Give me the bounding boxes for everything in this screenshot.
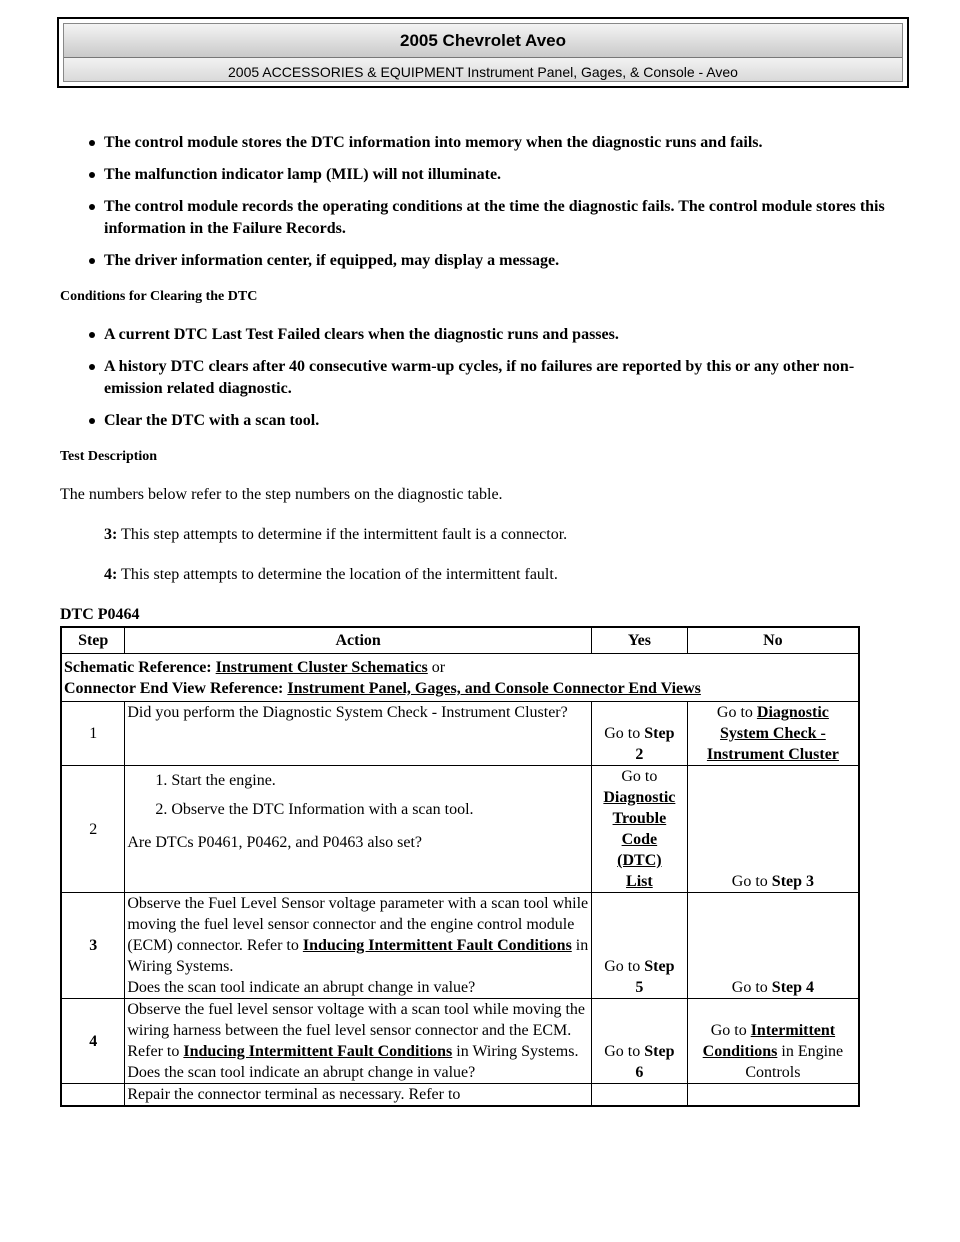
step-question: Does the scan tool indicate an abrupt change in value?: [127, 1064, 476, 1081]
no-cell: [687, 766, 859, 893]
clear-conditions-list: [60, 324, 900, 432]
yes-step-link[interactable]: Step: [644, 958, 675, 975]
step-note-3: [104, 524, 900, 546]
step-number: 2: [61, 766, 125, 893]
step-number: 4: [61, 999, 125, 1084]
yes-cell: [591, 1084, 687, 1107]
note-text: This step attempts to determine if the intermittent fault is a connector.: [117, 526, 568, 543]
schematics-link[interactable]: Instrument Cluster Schematics: [215, 659, 428, 676]
list-item: A current DTC Last Test Failed clears when the diagnostic runs and passes.: [104, 324, 900, 346]
table-row: [61, 893, 859, 999]
no-text: Go to: [710, 1022, 751, 1039]
col-header-action: Action: [125, 627, 592, 654]
note-num: 4:: [104, 566, 118, 583]
step-action: Repair the connector terminal as necessary. Refer to: [125, 1084, 592, 1107]
dtc-list-link[interactable]: Trouble: [612, 810, 667, 827]
yes-cell: [591, 893, 687, 999]
no-text: Go to: [731, 979, 772, 996]
action-steps: [127, 770, 589, 820]
yes-text: Go to: [621, 768, 658, 785]
dtc-list-link[interactable]: Diagnostic: [603, 789, 676, 806]
step-question: Does the scan tool indicate an abrupt change in value?: [127, 979, 476, 996]
yes-step-number[interactable]: 6: [635, 1064, 644, 1081]
list-item: 2. Observe the DTC Information with a scan tool.: [171, 799, 589, 820]
header-title: 2005 Chevrolet Aveo: [64, 24, 902, 58]
list-item: The malfunction indicator lamp (MIL) will not illuminate.: [104, 164, 900, 186]
connector-views-link[interactable]: Instrument Panel, Gages, and Console Connector End Views: [287, 680, 701, 697]
list-item: 1. Start the engine.: [171, 770, 589, 791]
action-text: in Wiring Systems.: [452, 1043, 579, 1060]
list-item: A history DTC clears after 40 consecutive warm-up cycles, if no failures are reported by this or any other non-emission related diagnostic.: [104, 356, 900, 400]
yes-text: Go to: [604, 1043, 645, 1060]
no-cell: [687, 893, 859, 999]
action-text: Observe the Fuel Level Sensor voltage parameter with a scan tool while moving the fuel level sensor connector and the engine control module (ECM) connector. Refer to: [127, 895, 589, 954]
reference-row: [61, 654, 859, 702]
no-cell: [687, 1084, 859, 1107]
note-num: 3:: [104, 526, 118, 543]
step-number: 1: [61, 702, 125, 766]
list-item: Clear the DTC with a scan tool.: [104, 410, 900, 432]
table-row: [61, 702, 859, 766]
action-text: Observe the fuel level sensor voltage with a scan tool while moving the wiring harness between the fuel level sensor connector and the ECM. Refer to: [127, 1001, 586, 1060]
step-note-4: [104, 564, 900, 586]
step-action: [125, 893, 592, 999]
no-cell: [687, 702, 859, 766]
diagnostic-system-check-link[interactable]: Diagnostic: [756, 704, 829, 721]
dtc-list-link[interactable]: Code: [621, 831, 658, 848]
no-text: Controls: [745, 1064, 801, 1081]
note-text: This step attempts to determine the location of the intermittent fault.: [117, 566, 558, 583]
no-cell: [687, 999, 859, 1084]
yes-step-number[interactable]: 5: [635, 979, 644, 996]
table-row: [61, 766, 859, 893]
step-number: 3: [61, 893, 125, 999]
document-header: [57, 17, 909, 88]
list-item: The control module records the operating conditions at the time the diagnostic fails. The control module stores this information in the Failure Records.: [104, 196, 900, 240]
list-item: The control module stores the DTC information into memory when the diagnostic runs and fails.: [104, 132, 900, 154]
connector-ref-label: Connector End View Reference:: [64, 680, 288, 697]
col-header-yes: Yes: [591, 627, 687, 654]
intermittent-conditions-link[interactable]: Conditions: [702, 1043, 778, 1060]
no-text: Go to: [716, 704, 757, 721]
clear-conditions-heading: Conditions for Clearing the DTC: [60, 289, 258, 304]
col-header-step: Step: [61, 627, 125, 654]
step-number: [61, 1084, 125, 1107]
yes-cell: [591, 766, 687, 893]
diagnostic-system-check-link[interactable]: Instrument Cluster: [706, 746, 839, 763]
test-intro: The numbers below refer to the step numbers on the diagnostic table.: [60, 486, 503, 503]
reference-cell: [61, 654, 859, 702]
header-subtitle: 2005 ACCESSORIES & EQUIPMENT Instrument Panel, Gages, & Console - Aveo: [64, 58, 902, 81]
diagnostic-table: [60, 626, 860, 1107]
yes-step-number[interactable]: 2: [635, 746, 644, 763]
header-inner: [63, 23, 903, 82]
document-body: [60, 132, 900, 626]
action-text: in Wiring Systems.: [127, 937, 589, 975]
dtc-title: DTC P0464: [60, 606, 140, 623]
schematic-ref-label: Schematic Reference:: [64, 659, 216, 676]
yes-cell: [591, 999, 687, 1084]
table-row: [61, 999, 859, 1084]
step-question: Are DTCs P0461, P0462, and P0463 also set?: [127, 834, 423, 851]
inducing-fault-link[interactable]: Inducing Intermittent Fault Conditions: [302, 937, 572, 954]
yes-text: Go to: [604, 725, 645, 742]
yes-step-link[interactable]: Step: [644, 725, 675, 742]
no-step-link[interactable]: Step 4: [771, 979, 815, 996]
yes-text: Go to: [604, 958, 645, 975]
col-header-no: No: [687, 627, 859, 654]
inducing-fault-link[interactable]: Inducing Intermittent Fault Conditions: [183, 1043, 453, 1060]
intermittent-conditions-link[interactable]: Intermittent: [750, 1022, 836, 1039]
list-item: The driver information center, if equipped, may display a message.: [104, 250, 900, 272]
no-text: in Engine: [777, 1043, 844, 1060]
fail-conditions-list: [60, 132, 900, 272]
table-row: [61, 1084, 859, 1107]
diagnostic-system-check-link[interactable]: System Check -: [720, 725, 826, 742]
table-header-row: [61, 627, 859, 654]
yes-step-link[interactable]: Step: [644, 1043, 675, 1060]
yes-cell: [591, 702, 687, 766]
step-action: Did you perform the Diagnostic System Check - Instrument Cluster?: [125, 702, 592, 766]
dtc-list-link[interactable]: (DTC): [617, 852, 662, 869]
no-text: Go to: [731, 873, 772, 890]
step-action: [125, 766, 592, 893]
step-action: [125, 999, 592, 1084]
schematic-ref-tail: or: [427, 659, 446, 676]
test-description-heading: Test Description: [60, 449, 158, 464]
dtc-list-link[interactable]: List: [626, 873, 653, 890]
no-step-link[interactable]: Step 3: [771, 873, 815, 890]
